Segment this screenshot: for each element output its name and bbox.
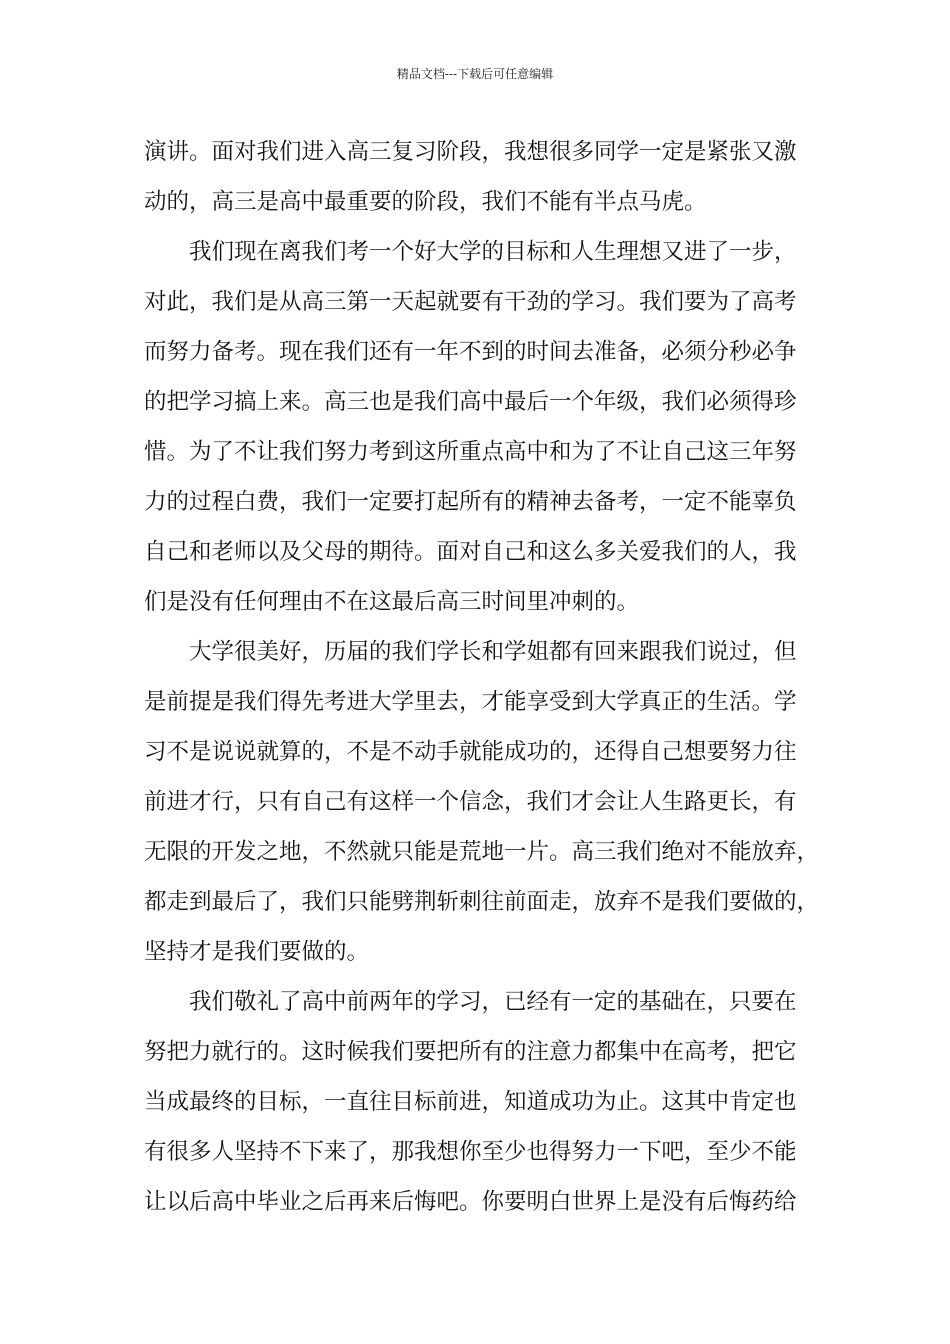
text-line: 前进才行，只有自己有这样一个信念，我们才会让人生路更长，有	[144, 789, 797, 815]
text-line: 坚持才是我们要做的。	[144, 939, 370, 965]
text-line: 而努力备考。现在我们还有一年不到的时间去准备，必须分秒必争	[144, 339, 797, 365]
paragraph-start-line: 大学很美好，历届的我们学长和学姐都有回来跟我们说过，但	[189, 639, 797, 665]
text-line: 的把学习搞上来。高三也是我们高中最后一个年级，我们必须得珍	[144, 389, 797, 415]
text-line: 力的过程白费，我们一定要打起所有的精神去备考，一定不能辜负	[144, 489, 797, 515]
text-line: 无限的开发之地，不然就只能是荒地一片。高三我们绝对不能放弃，	[144, 839, 820, 865]
text-line: 自己和老师以及父母的期待。面对自己和这么多关爱我们的人，我	[144, 539, 797, 565]
paragraph-start-line: 我们现在离我们考一个好大学的目标和人生理想又进了一步，	[189, 239, 797, 265]
text-line: 让以后高中毕业之后再来后悔吧。你要明白世界上是没有后悔药给	[144, 1189, 797, 1215]
text-line: 当成最终的目标，一直往目标前进，知道成功为止。这其中肯定也	[144, 1089, 797, 1115]
text-line: 对此，我们是从高三第一天起就要有干劲的学习。我们要为了高考	[144, 289, 797, 315]
text-line: 动的，高三是高中最重要的阶段，我们不能有半点马虎。	[144, 189, 707, 215]
text-line: 习不是说说就算的，不是不动手就能成功的，还得自己想要努力往	[144, 739, 797, 765]
text-line: 们是没有任何理由不在这最后高三时间里冲刺的。	[144, 589, 640, 615]
text-line: 惜。为了不让我们努力考到这所重点高中和为了不让自己这三年努	[144, 439, 797, 465]
page-header: 精品文档---下载后可任意编辑	[396, 67, 554, 81]
text-line: 努把力就行的。这时候我们要把所有的注意力都集中在高考，把它	[144, 1039, 797, 1065]
text-line: 演讲。面对我们进入高三复习阶段，我想很多同学一定是紧张又激	[144, 139, 797, 165]
text-line: 是前提是我们得先考进大学里去，才能享受到大学真正的生活。学	[144, 689, 797, 715]
paragraph-start-line: 我们敬礼了高中前两年的学习，已经有一定的基础在，只要在	[189, 989, 797, 1015]
document-body	[144, 127, 820, 1227]
text-line: 都走到最后了，我们只能劈荆斩刺往前面走，放弃不是我们要做的，	[144, 889, 820, 915]
text-line: 有很多人坚持不下来了，那我想你至少也得努力一下吧，至少不能	[144, 1139, 797, 1165]
